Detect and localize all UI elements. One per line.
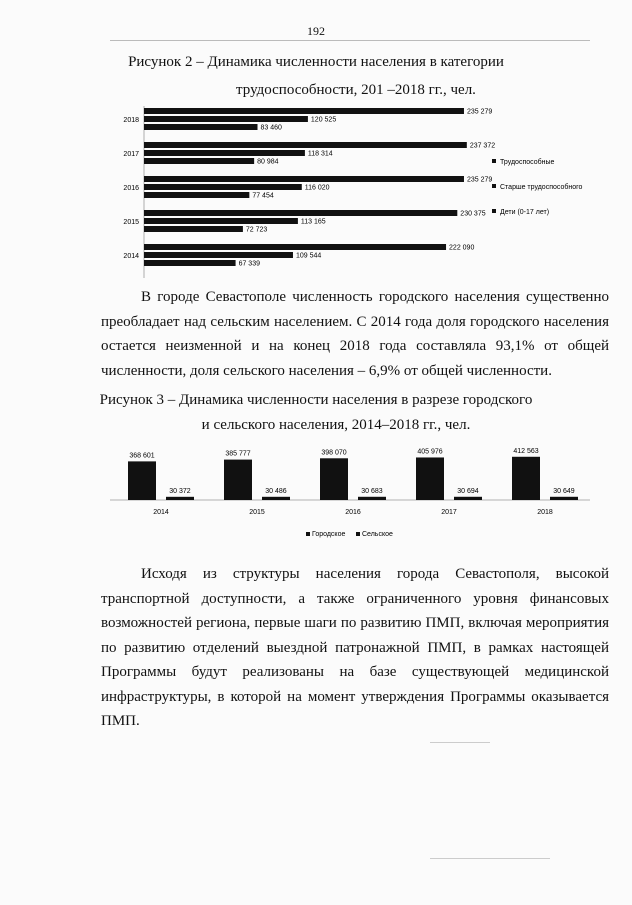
data-label: 368 601 xyxy=(129,452,155,460)
figure2-title-line2: трудоспособности, 201 –2018 гг., чел. xyxy=(236,82,476,98)
bar xyxy=(262,497,290,500)
data-label: 120 525 xyxy=(310,116,337,124)
data-label: 30 486 xyxy=(265,487,287,495)
y-tick-label: 2014 xyxy=(123,253,139,260)
bar xyxy=(144,124,258,130)
scan-artifact-line xyxy=(110,40,590,41)
paragraph-1-text: В городе Севастополе численность городского населения существенно преобладает над сельским населением. С 2014 года доля городского населения остается неизменной и на конец 2018 года составляла 93,1% от общей численности, доля сельского населения – 6,9% от общей численности. xyxy=(101,289,609,379)
scan-artifact-line xyxy=(430,858,550,859)
bar xyxy=(144,150,305,156)
data-label: 30 694 xyxy=(457,487,479,495)
bar xyxy=(144,192,249,198)
bar xyxy=(144,226,243,232)
data-label: 237 372 xyxy=(469,142,496,150)
data-label: 116 020 xyxy=(304,184,330,192)
x-tick-label: 2014 xyxy=(153,509,169,516)
paragraph-2-text: Исходя из структуры населения города Севастополя, высокой транспортной доступности, а также ограниченного уровня финансовых возможностей региона, первые шаги по развитию ПМП, включая мероприятия по развитию отделений выездной патронажной ПМП, в рамках настоящей Программы будут реализованы на базе существующей медицинской инфраструктуры, в которой на момент утверждения Программы оказывается ПМП. xyxy=(101,566,609,729)
x-tick-label: 2018 xyxy=(537,509,553,516)
data-label: 405 976 xyxy=(417,448,443,456)
data-label: 72 723 xyxy=(245,226,268,234)
bar xyxy=(550,497,578,500)
data-label: 77 454 xyxy=(252,192,274,200)
scan-artifact-line xyxy=(430,742,490,743)
bar xyxy=(144,116,308,122)
bar xyxy=(144,142,467,148)
bar xyxy=(454,497,482,500)
data-label: 412 563 xyxy=(513,447,539,455)
bar xyxy=(128,461,156,500)
bar xyxy=(320,458,348,500)
data-label: 385 777 xyxy=(225,450,251,458)
legend-label: Дети (0-17 лет) xyxy=(500,209,550,216)
bar xyxy=(358,497,386,500)
data-label: 398 070 xyxy=(321,449,347,457)
bar xyxy=(166,497,194,500)
y-tick-label: 2017 xyxy=(123,151,139,158)
data-label: 80 984 xyxy=(257,158,279,166)
figure2-chart xyxy=(110,100,600,280)
bar xyxy=(416,457,444,500)
legend-label: Городское xyxy=(312,531,346,538)
x-tick-label: 2016 xyxy=(345,509,361,516)
data-label: 30 649 xyxy=(553,487,575,495)
data-label: 230 375 xyxy=(460,210,486,218)
legend-swatch xyxy=(306,532,310,536)
bar xyxy=(144,252,293,258)
data-label: 235 279 xyxy=(466,176,493,184)
legend-label: Старше трудоспособного xyxy=(500,184,583,191)
bar xyxy=(144,176,464,182)
data-label: 109 544 xyxy=(295,252,322,260)
paragraph-1 xyxy=(101,285,609,383)
legend-label: Трудоспособные xyxy=(500,159,555,166)
legend-label: Сельское xyxy=(362,531,393,538)
data-label: 30 683 xyxy=(361,487,383,495)
legend-swatch xyxy=(492,159,496,163)
data-label: 222 090 xyxy=(449,244,475,252)
figure3-chart xyxy=(110,440,590,545)
y-tick-label: 2016 xyxy=(123,185,139,192)
data-label: 113 165 xyxy=(300,218,326,226)
y-tick-label: 2018 xyxy=(123,117,139,124)
data-label: 83 460 xyxy=(260,124,282,132)
bar xyxy=(144,184,302,190)
bar xyxy=(512,457,540,500)
data-label: 30 372 xyxy=(169,487,191,495)
bar xyxy=(224,460,252,500)
page-number: 192 xyxy=(307,24,325,38)
figure2-title-line1: Рисунок 2 – Динамика численности населения в категории xyxy=(128,54,504,70)
bar xyxy=(144,218,298,224)
data-label: 235 279 xyxy=(466,108,493,116)
bar xyxy=(144,210,457,216)
y-tick-label: 2015 xyxy=(123,219,139,226)
legend-swatch xyxy=(492,184,496,188)
x-tick-label: 2017 xyxy=(441,509,457,516)
paragraph-2 xyxy=(101,562,609,734)
data-label: 67 339 xyxy=(238,260,261,268)
figure3-title-line2: и сельского населения, 2014–2018 гг., чел. xyxy=(201,417,471,433)
bar xyxy=(144,158,254,164)
bar xyxy=(144,108,464,114)
legend-swatch xyxy=(356,532,360,536)
legend-swatch xyxy=(492,209,496,213)
bar xyxy=(144,260,236,266)
data-label: 118 314 xyxy=(307,150,333,158)
bar xyxy=(144,244,446,250)
figure3-title-line1: Рисунок 3 – Динамика численности населения в разрезе городского xyxy=(99,392,533,408)
x-tick-label: 2015 xyxy=(249,509,265,516)
